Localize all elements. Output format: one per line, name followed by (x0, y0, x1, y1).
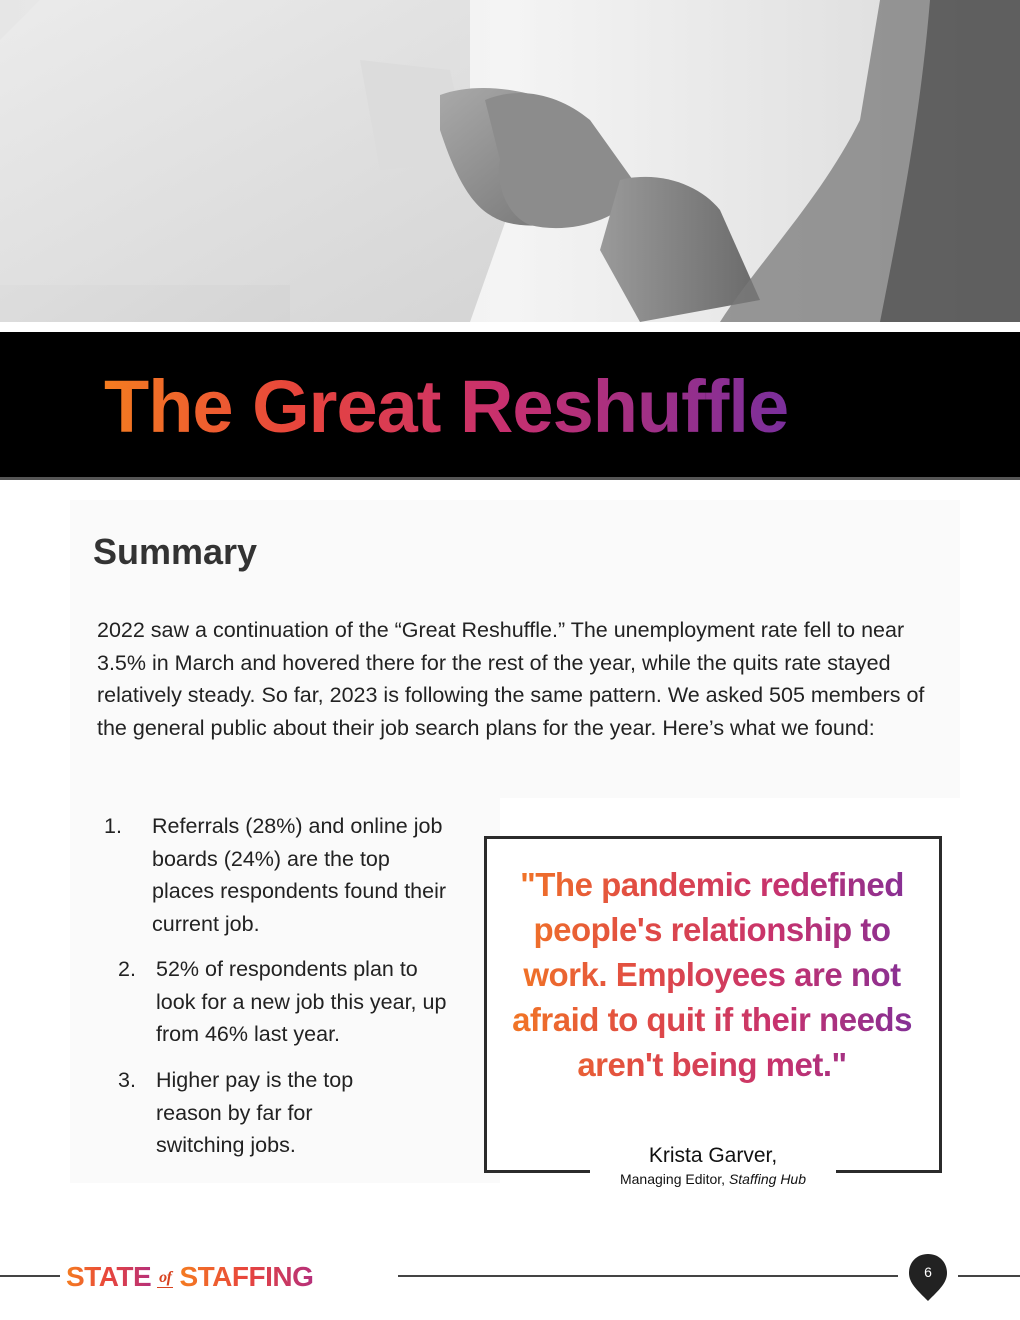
title-band-underline (0, 477, 1020, 480)
state-of-staffing-logo (66, 1260, 313, 1294)
finding-text: Higher pay is the top reason by far for switching jobs. (156, 1068, 354, 1157)
summary-heading: Summary (93, 531, 258, 572)
finding-number: 2. (118, 957, 136, 981)
logo-word-of: of (159, 1269, 172, 1287)
footer-rule-middle (398, 1275, 898, 1277)
quote-publication: Staffing Hub (728, 1171, 807, 1187)
finding-text: 52% of respondents plan to look for a new job this year, up from 46% last year. (156, 957, 447, 1046)
quote-role-title: Managing Editor, (619, 1171, 729, 1187)
pull-quote-text: "The pandemic redefined people's relationship to work. Employees are not afraid to quit if their needs aren't being met." (492, 862, 932, 1087)
footer-rule-left (0, 1275, 60, 1277)
finding-number: 1. (104, 814, 122, 838)
logo-word-staffing: STAFFING (179, 1261, 314, 1292)
finding-text: Referrals (28%) and online job boards (24%) are the top places respondents found their current job. (152, 814, 447, 936)
finding-number: 3. (118, 1068, 136, 1092)
quote-role (590, 1170, 836, 1188)
page-title: The Great Reshuffle (104, 365, 789, 448)
logo-word-state: STATE (66, 1261, 152, 1292)
quote-author: Krista Garver, (648, 1144, 778, 1167)
footer-rule-right (958, 1275, 1020, 1277)
page-number: 6 (924, 1264, 932, 1280)
handshake-photo (0, 0, 1020, 322)
hero-photo (0, 0, 1020, 322)
summary-body: 2022 saw a continuation of the “Great Reshuffle.” The unemployment rate fell to near 3.5% in March and hovered there for the rest of the year, while the quits rate stayed relatively steady. So far, 2023 is following the same pattern. We asked 505 members of the general public about their job search plans for the year. Here’s what we found: (97, 618, 925, 740)
